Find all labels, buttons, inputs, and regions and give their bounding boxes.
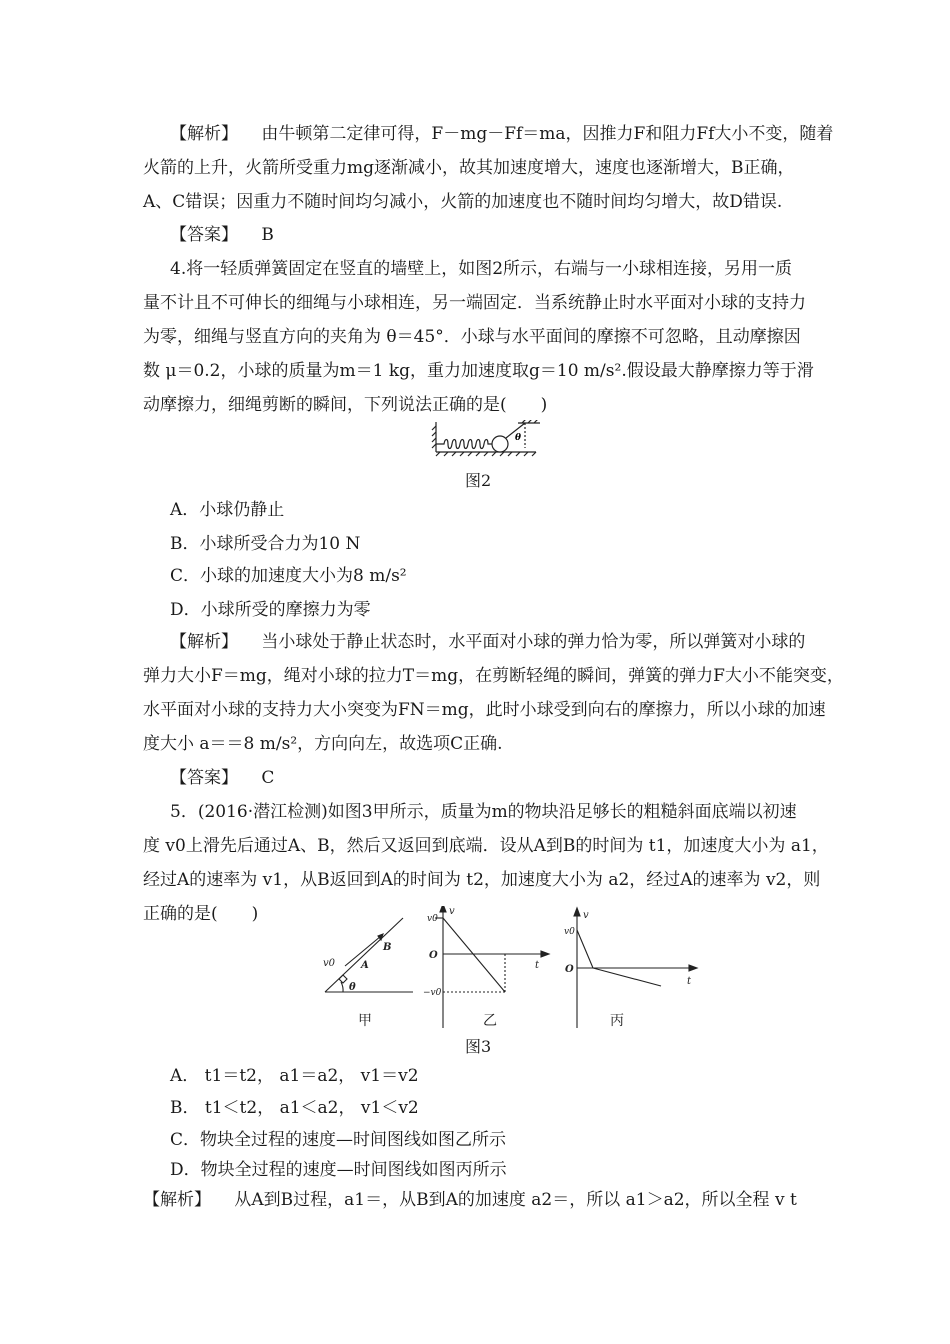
q5-analysis-line-1 xyxy=(143,1190,797,1210)
q3-analysis-line-3: A、C错误；因重力不随时间均匀减小，火箭的加速度也不随时间均匀增大，故D错误. xyxy=(143,192,783,212)
q4-option-c: C．小球的加速度大小为8 m/s² xyxy=(170,566,407,586)
q5-stem-line-4: 正确的是( ) xyxy=(143,904,259,924)
q4-stem-line-1: 4.将一轻质弹簧固定在竖直的墙壁上，如图2所示，右端与一小球相连接，另用一质 xyxy=(170,259,793,279)
q4-option-d: D．小球所受的摩擦力为零 xyxy=(170,600,371,620)
jia-B-label: B xyxy=(383,942,392,953)
q3-answer-line xyxy=(170,225,274,245)
spring xyxy=(436,440,492,449)
analysis-tag: 【解析】 xyxy=(170,632,238,652)
q4-analysis-line-2: 弹力大小F＝mg，绳对小球的拉力T＝mg，在剪断轻绳的瞬间，弹簧的弹力F大小不能突变， xyxy=(143,666,844,686)
bing-vt-line-1 xyxy=(577,930,593,968)
q5-option-a: A． t1＝t2， a1＝a2， v1＝v2 xyxy=(170,1066,419,1086)
jia-A-label: A xyxy=(361,960,369,971)
figure-3-caption: 图3 xyxy=(465,1037,492,1056)
q5-option-d: D．物块全过程的速度—时间图线如图丙所示 xyxy=(170,1160,507,1180)
q4-answer: C xyxy=(261,768,275,788)
bing-v-label: v xyxy=(583,910,589,921)
yi-t-label: t xyxy=(535,960,540,971)
q5-option-b: B． t1＜t2， a1＜a2， v1＜v2 xyxy=(170,1098,419,1118)
q5-stem-line-1: 5．(2016·潜江检测)如图3甲所示，质量为m的物块沿足够长的粗糙斜面底端以初速 xyxy=(170,802,797,822)
q3-analysis-text-1: 由牛顿第二定律可得，F－mg－Ff＝ma，因推力F和阻力Ff大小不变，随着 xyxy=(261,124,834,144)
figure-3 xyxy=(315,906,705,1030)
yi-vt-line xyxy=(443,918,505,992)
q3-answer: B xyxy=(261,225,274,245)
figure-3-bing-graph xyxy=(574,908,697,1028)
q5-stem-line-3: 经过A的速率为 v1，从B返回到A的时间为 t2，加速度大小为 a2，经过A的速率为 v2，则 xyxy=(143,870,821,890)
yi-v0-label: v0 xyxy=(427,914,438,924)
yi-neg-v0-label: −v0 xyxy=(423,988,442,998)
q4-analysis-text-1: 当小球处于静止状态时，水平面对小球的弹力恰为零，所以弹簧对小球的 xyxy=(261,632,806,652)
incline-surface xyxy=(325,918,403,992)
q4-analysis-line-1 xyxy=(170,632,805,652)
fig3-jia-caption: 甲 xyxy=(358,1013,372,1029)
bing-t-label: t xyxy=(687,976,692,987)
q4-stem-line-4: 数 μ＝0.2，小球的质量为m＝1 kg，重力加速度取g＝10 m/s².假设最大静摩擦力等于滑 xyxy=(143,361,814,381)
bing-O-label: O xyxy=(565,964,574,975)
theta-label: θ xyxy=(515,433,522,443)
figure-2-spring-ball xyxy=(430,420,548,462)
q3-analysis-line-1 xyxy=(170,124,833,144)
q4-analysis-line-4: 度大小 a＝＝8 m/s²，方向向左，故选项C正确. xyxy=(143,734,503,754)
answer-tag: 【答案】 xyxy=(170,768,238,788)
fig3-yi-caption: 乙 xyxy=(483,1013,497,1029)
q4-stem-line-3: 为零，细绳与竖直方向的夹角为 θ＝45°．小球与水平面间的摩擦不可忽略，且动摩擦因 xyxy=(143,327,801,347)
q4-analysis-line-3: 水平面对小球的支持力大小突变为FN＝mg，此时小球受到向右的摩擦力，所以小球的加速 xyxy=(143,700,826,720)
yi-v-label: v xyxy=(449,906,455,917)
q5-stem-line-2: 度 v0上滑先后通过A、B，然后又返回到底端．设从A到B的时间为 t1，加速度大小为 a1， xyxy=(143,836,829,856)
figure-2-caption: 图2 xyxy=(465,471,492,490)
q4-answer-line xyxy=(170,768,274,788)
q5-option-c: C．物块全过程的速度—时间图线如图乙所示 xyxy=(170,1130,507,1150)
bing-vt-line-2 xyxy=(593,968,661,986)
analysis-tag: 【解析】 xyxy=(170,124,238,144)
ball xyxy=(492,436,508,452)
q4-option-a: A．小球仍静止 xyxy=(170,500,285,520)
figure-3-jia-incline xyxy=(325,918,413,992)
q4-stem-line-5: 动摩擦力，细绳剪断的瞬间，下列说法正确的是( ) xyxy=(143,395,548,415)
q3-analysis-line-2: 火箭的上升，火箭所受重力mg逐渐减小，故其加速度增大，速度也逐渐增大，B正确， xyxy=(143,158,795,178)
analysis-tag: 【解析】 xyxy=(143,1190,211,1210)
yi-O-label: O xyxy=(429,950,438,961)
answer-tag: 【答案】 xyxy=(170,225,238,245)
q5-analysis-text-1: 从A到B过程，a1＝，从B到A的加速度 a2＝，所以 a1＞a2，所以全程 v t xyxy=(234,1190,797,1210)
fig3-bing-caption: 丙 xyxy=(610,1013,624,1029)
q4-option-b: B．小球所受合力为10 N xyxy=(170,534,361,554)
jia-v0-label: v0 xyxy=(323,958,336,969)
q4-stem-line-2: 量不计且不可伸长的细绳与小球相连，另一端固定．当系统静止时水平面对小球的支持力 xyxy=(143,293,806,313)
jia-theta-label: θ xyxy=(349,982,356,993)
block xyxy=(339,975,347,983)
bing-v0-label: v0 xyxy=(564,927,575,937)
